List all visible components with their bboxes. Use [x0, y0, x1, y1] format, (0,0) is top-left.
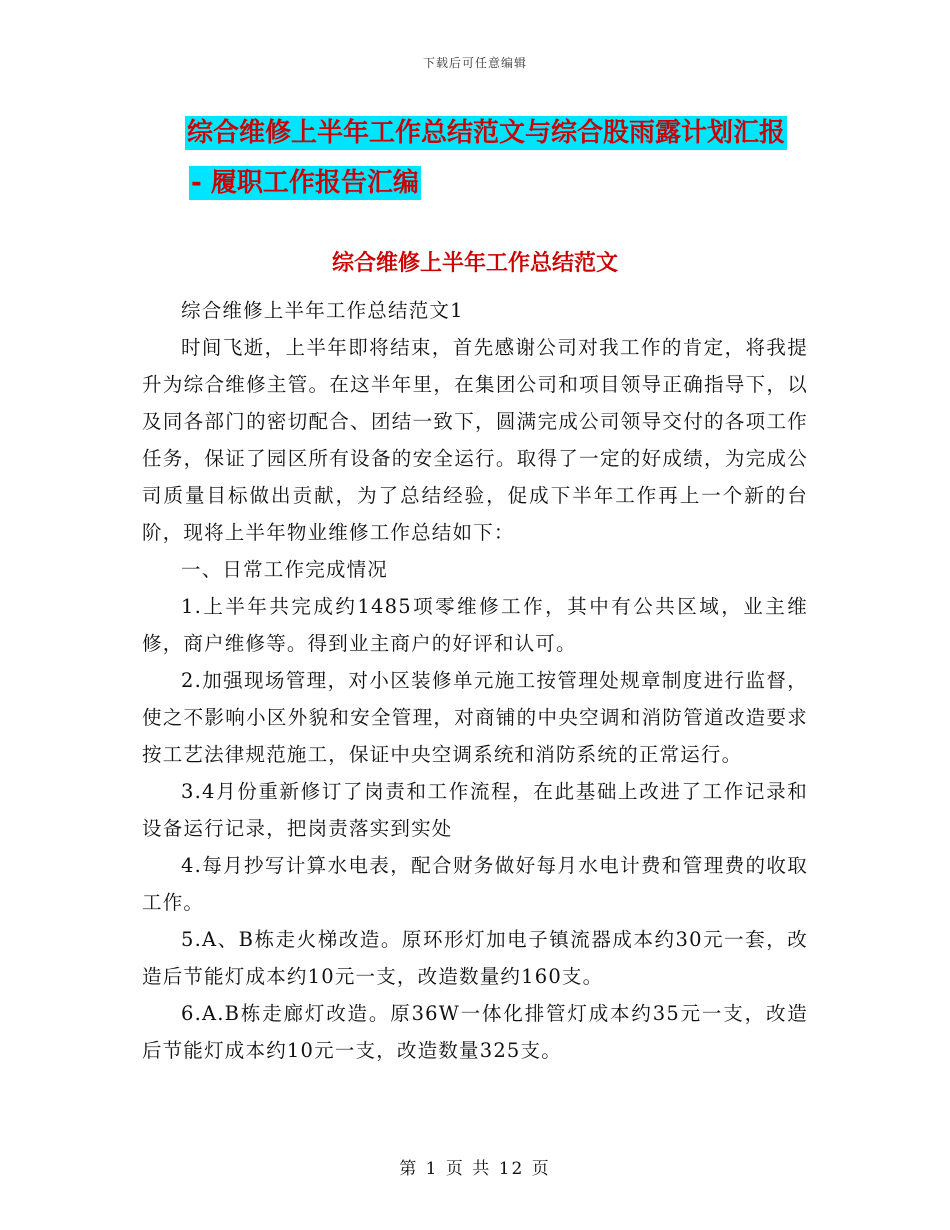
- document-title-line-1: [185, 108, 825, 158]
- paragraph-item-1: 1.上半年共完成约1485项零维修工作，其中有公共区域，业主维修，商户维修等。得到业主商户的好评和认可。: [142, 595, 808, 655]
- paragraph-item-2: 2.加强现场管理，对小区装修单元施工按管理处规章制度进行监督，使之不影响小区外貌和安全管理，对商铺的中央空调和消防管道改造要求按工艺法律规范施工，保证中央空调系统和消防系统的正常运行。: [142, 669, 808, 766]
- title-highlight-2: - 履职工作报告汇编: [191, 168, 419, 198]
- paragraph-item-5: 5.A、B栋走火梯改造。原环形灯加电子镇流器成本约30元一套，改造后节能灯成本约10元一支，改造数量约160支。: [142, 928, 808, 988]
- document-title-line-2: [189, 158, 825, 208]
- document-body: [142, 292, 808, 1069]
- page-footer: 第 1 页 共 12 页: [399, 1159, 551, 1179]
- header-note: 下载后可任意编辑: [422, 56, 527, 70]
- title-highlight-1: 综合维修上半年工作总结范文与综合股雨露计划汇报: [187, 118, 786, 148]
- section-title: 综合维修上半年工作总结范文: [331, 251, 618, 276]
- paragraph-heading-daily-work: 一、日常工作完成情况: [181, 558, 389, 581]
- paragraph-subtitle: 综合维修上半年工作总结范文1: [181, 299, 464, 322]
- paragraph-item-3: 3.4月份重新修订了岗责和工作流程，在此基础上改进了工作记录和设备运行记录，把岗责落实到实处: [142, 780, 808, 840]
- document-title: [185, 108, 825, 208]
- paragraph-intro: 时间飞逝，上半年即将结束，首先感谢公司对我工作的肯定，将我提升为综合维修主管。在这半年里，在集团公司和项目领导正确指导下，以及同各部门的密切配合、团结一致下，圆满完成公司领导交付的各项工作任务，保证了园区所有设备的安全运行。取得了一定的好成绩，为完成公司质量目标做出贡献，为了总结经验，促成下半年工作再上一个新的台阶，现将上半年物业维修工作总结如下：: [142, 336, 808, 544]
- paragraph-item-6: 6.A.B栋走廊灯改造。原36W一体化排管灯成本约35元一支，改造后节能灯成本约10元一支，改造数量325支。: [142, 1002, 808, 1062]
- paragraph-item-4: 4.每月抄写计算水电表，配合财务做好每月水电计费和管理费的收取工作。: [142, 854, 808, 914]
